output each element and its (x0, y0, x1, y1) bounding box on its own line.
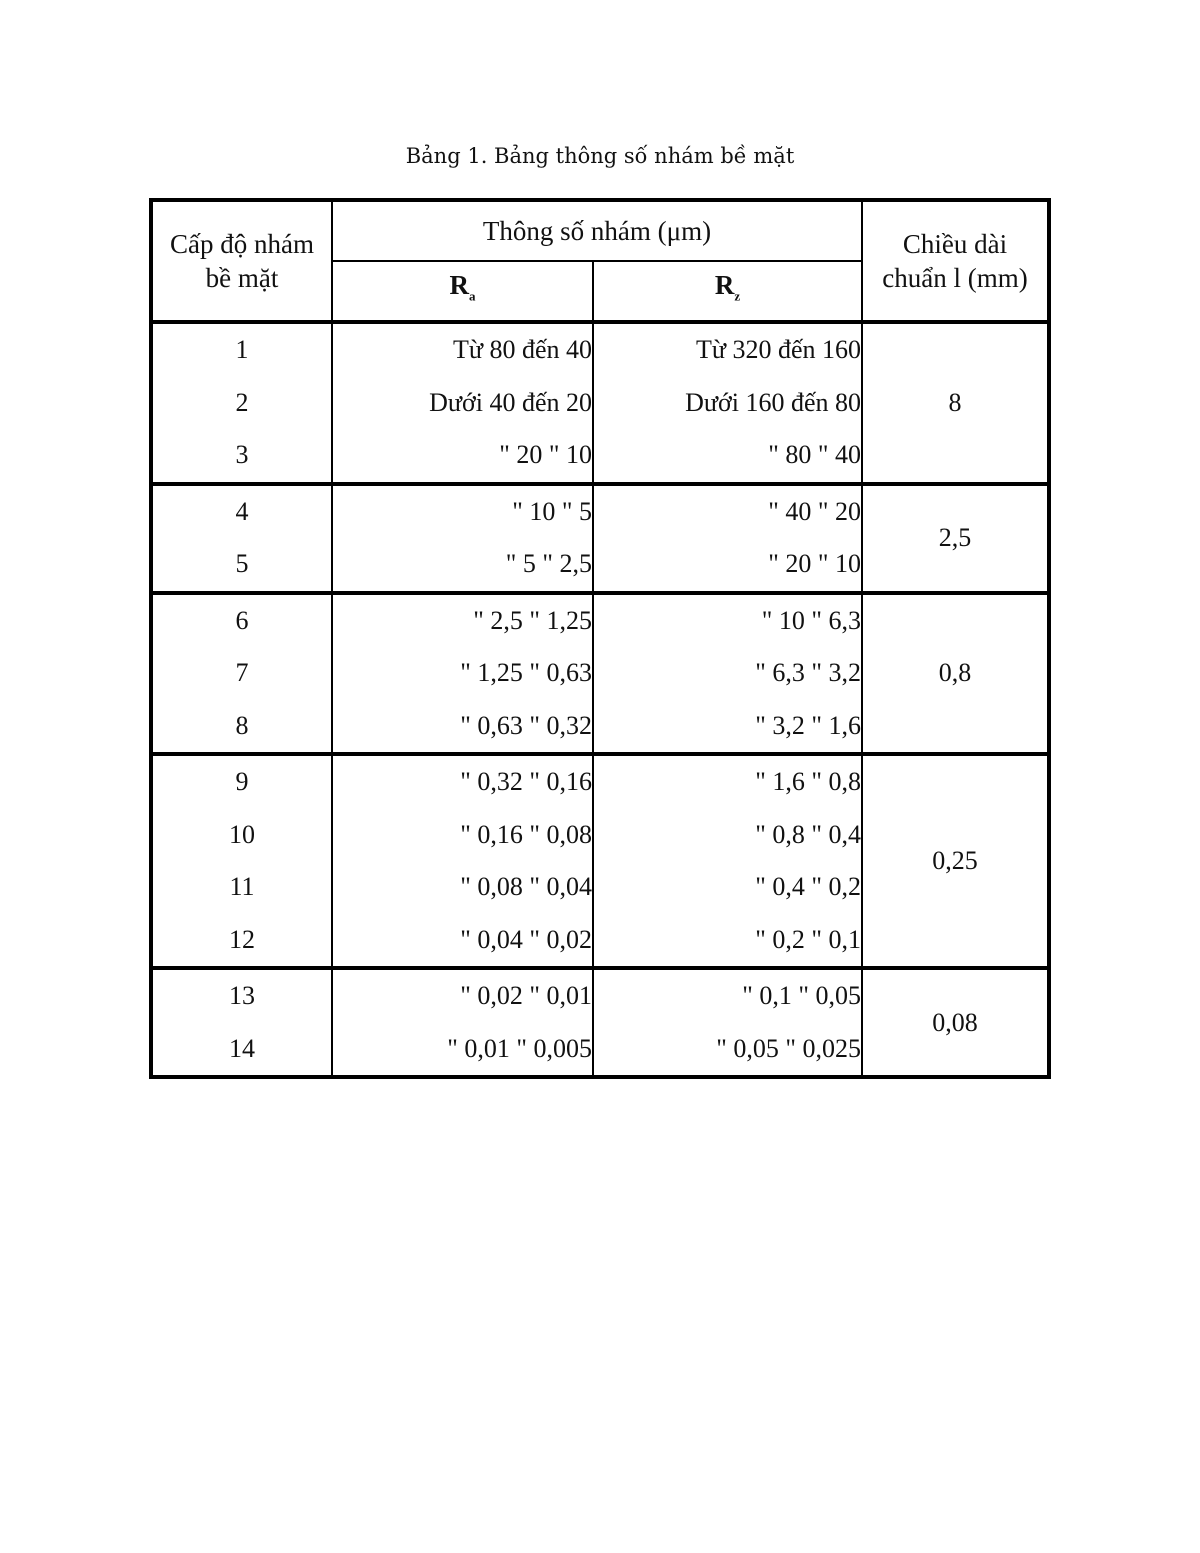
rz-value: " 0,4 " 0,2 (755, 872, 862, 901)
header-level-line2: bề mặt (205, 263, 279, 293)
ra-value: " 0,08 " 0,04 (460, 872, 592, 901)
rz-cell (593, 322, 862, 484)
ra-cell (332, 484, 593, 593)
header-rz-sub: z (734, 288, 741, 304)
level-value: 8 (235, 710, 249, 740)
length-value: 2,5 (862, 484, 1049, 593)
ra-cell (332, 968, 593, 1077)
rz-value: " 80 " 40 (768, 440, 862, 469)
ra-value: " 0,02 " 0,01 (460, 981, 592, 1010)
header-ra-sub: a (469, 288, 476, 304)
level-value: 13 (229, 981, 255, 1010)
table-row (151, 754, 1049, 968)
table-group (151, 322, 1049, 484)
level-value: 4 (235, 496, 249, 526)
header-level-line1: Cấp độ nhám (170, 229, 314, 259)
header-ra (332, 261, 593, 322)
rz-value: " 0,8 " 0,4 (755, 819, 862, 849)
rz-value: Từ 320 đến 160 (696, 335, 862, 364)
ra-value: " 5 " 2,5 (505, 549, 592, 578)
level-value: 6 (235, 605, 249, 635)
ra-value: " 0,63 " 0,32 (460, 710, 592, 740)
level-cell (151, 322, 332, 484)
level-value: 10 (229, 819, 255, 849)
ra-cell (332, 593, 593, 755)
level-value: 11 (229, 872, 255, 901)
ra-value: " 20 " 10 (499, 440, 592, 469)
rz-value: " 40 " 20 (768, 496, 862, 526)
level-value: 9 (235, 767, 249, 796)
rz-cell (593, 968, 862, 1077)
ra-value: " 10 " 5 (512, 496, 592, 526)
ra-value: " 0,32 " 0,16 (460, 767, 592, 796)
header-params: Thông số nhám (μm) (332, 200, 862, 261)
table-group (151, 968, 1049, 1077)
level-value: 14 (229, 1033, 255, 1063)
rz-cell (593, 484, 862, 593)
header-length (862, 200, 1049, 322)
level-cell (151, 593, 332, 755)
rz-value: " 0,05 " 0,025 (716, 1033, 862, 1063)
rz-value: Dưới 160 đến 80 (685, 387, 862, 417)
level-cell (151, 484, 332, 593)
header-rz (593, 261, 862, 322)
ra-cell (332, 754, 593, 968)
length-value: 0,8 (862, 593, 1049, 755)
length-value: 0,25 (862, 754, 1049, 968)
rz-value: " 0,2 " 0,1 (755, 924, 862, 954)
rz-value: " 20 " 10 (768, 549, 862, 578)
rz-value: " 6,3 " 3,2 (755, 658, 862, 687)
rz-value: " 1,6 " 0,8 (755, 767, 862, 796)
level-value: 5 (235, 549, 249, 578)
table-caption: Bảng 1. Bảng thông số nhám bề mặt (405, 144, 795, 168)
table-row (151, 484, 1049, 593)
level-value: 7 (235, 658, 249, 687)
ra-value: " 0,16 " 0,08 (460, 819, 592, 849)
ra-value: " 1,25 " 0,63 (460, 658, 592, 687)
rz-value: " 10 " 6,3 (761, 605, 862, 635)
level-value: 12 (229, 924, 255, 954)
level-cell (151, 968, 332, 1077)
ra-value: " 2,5 " 1,25 (473, 605, 592, 635)
rz-value: " 3,2 " 1,6 (755, 710, 862, 740)
ra-value: " 0,01 " 0,005 (447, 1033, 592, 1063)
table-row (151, 968, 1049, 1077)
header-rz-main: R (714, 270, 735, 301)
table-group (151, 484, 1049, 593)
level-value: 3 (235, 440, 249, 469)
header-length-line2: chuẩn l (mm) (882, 263, 1028, 293)
rz-cell (593, 593, 862, 755)
length-value: 0,08 (862, 968, 1049, 1077)
ra-value: Từ 80 đến 40 (452, 335, 592, 364)
rz-cell (593, 754, 862, 968)
table-row (151, 322, 1049, 484)
header-level (151, 200, 332, 322)
table-group (151, 754, 1049, 968)
level-value: 1 (235, 335, 249, 364)
ra-cell (332, 322, 593, 484)
level-cell (151, 754, 332, 968)
header-ra-main: R (449, 270, 469, 301)
table-row (151, 593, 1049, 755)
header-length-line1: Chiều dài (902, 229, 1008, 259)
ra-value: Dưới 40 đến 20 (429, 387, 592, 417)
table-group (151, 593, 1049, 755)
roughness-table (149, 198, 1051, 1079)
level-value: 2 (235, 387, 249, 417)
length-value: 8 (862, 322, 1049, 484)
ra-value: " 0,04 " 0,02 (460, 924, 592, 954)
rz-value: " 0,1 " 0,05 (742, 981, 862, 1010)
